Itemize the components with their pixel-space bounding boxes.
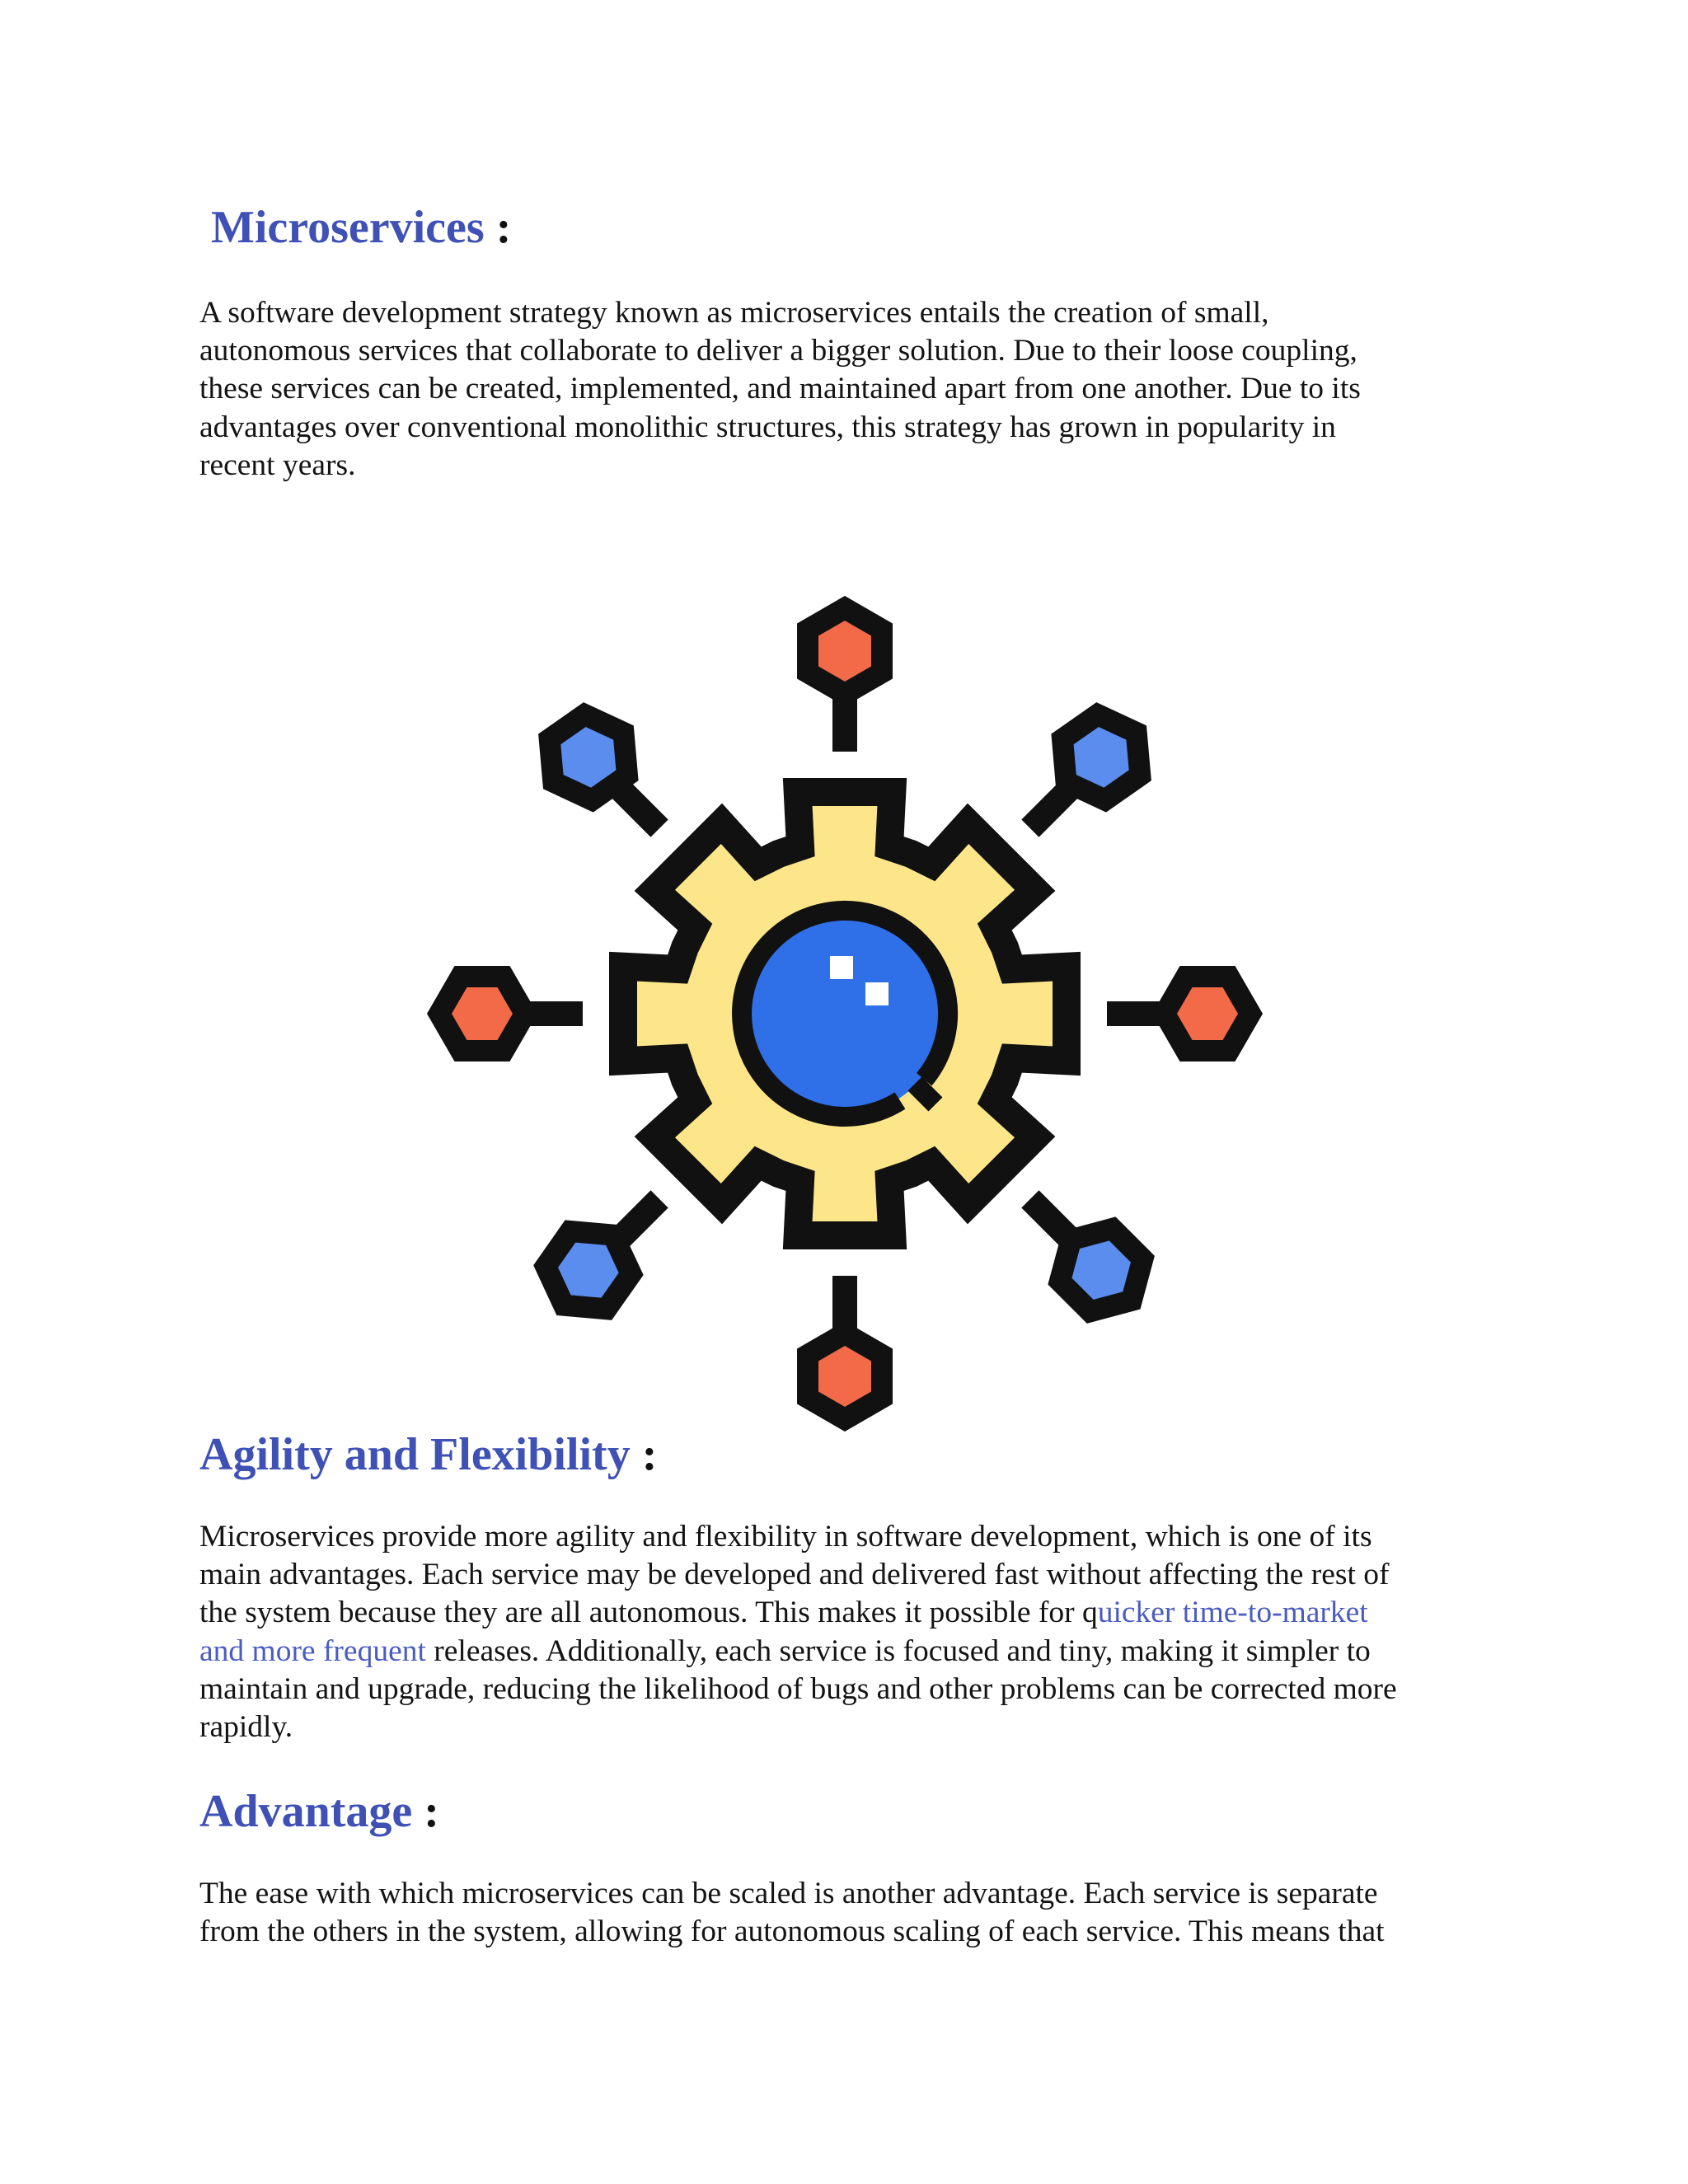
paragraph-text: the system because they are all autonomous. This makes it possible for q bbox=[199, 1596, 1098, 1630]
service-node-red bbox=[1165, 977, 1250, 1051]
service-node-blue bbox=[546, 1231, 631, 1309]
heading-advantage bbox=[199, 1785, 439, 1838]
heading-microservices bbox=[211, 201, 511, 254]
paragraph-line: A software development strategy known as microservices entails the creation of small, bbox=[199, 296, 1269, 330]
paragraph-line: these services can be created, implemented, and maintained apart from one another. Due to its bbox=[199, 372, 1361, 406]
paragraph-line: recent years. bbox=[199, 448, 356, 482]
paragraph-line: rapidly. bbox=[199, 1710, 293, 1745]
paragraph-line bbox=[199, 1633, 1518, 1671]
highlighted-text[interactable]: and more frequent bbox=[199, 1633, 426, 1668]
heading-advantage-text: Advantage bbox=[199, 1786, 413, 1837]
service-node-red bbox=[439, 977, 525, 1051]
heading-microservices-text: Microservices bbox=[211, 202, 485, 253]
paragraph-line: autonomous services that collaborate to deliver a bigger solution. Due to their loose coupling, bbox=[199, 334, 1357, 368]
heading-colon: : bbox=[484, 202, 512, 253]
paragraph-line: advantages over conventional monolithic structures, this strategy has grown in popularity in bbox=[199, 410, 1336, 444]
service-node-blue bbox=[1062, 715, 1140, 800]
heading-colon: : bbox=[630, 1429, 658, 1480]
intro-paragraph bbox=[199, 294, 1518, 485]
paragraph-text: releases. Additionally, each service is focused and tiny, making it simpler to bbox=[425, 1633, 1371, 1668]
advantage-paragraph bbox=[199, 1875, 1518, 1951]
paragraph-line: The ease with which microservices can be scaled is another advantage. Each service is separate bbox=[199, 1877, 1378, 1910]
agility-paragraph bbox=[199, 1518, 1518, 1746]
service-node-blue bbox=[1060, 1229, 1143, 1312]
heading-colon: : bbox=[412, 1786, 439, 1837]
paragraph-line: maintain and upgrade, reducing the likelihood of bugs and other problems can be corrected more bbox=[199, 1671, 1397, 1706]
paragraph-line: Microservices provide more agility and flexibility in software development, which is one of its bbox=[199, 1520, 1372, 1554]
paragraph-line: main advantages. Each service may be developed and delivered fast without affecting the rest of bbox=[199, 1558, 1390, 1592]
service-node-red bbox=[808, 608, 882, 694]
heading-agility-text: Agility and Flexibility bbox=[199, 1429, 631, 1480]
highlighted-text[interactable]: uicker time-to-market bbox=[1097, 1596, 1368, 1630]
service-node-red bbox=[808, 1333, 882, 1419]
highlight-square bbox=[830, 956, 853, 979]
highlight-square bbox=[865, 982, 889, 1005]
paragraph-line bbox=[199, 1594, 1518, 1632]
paragraph-line: from the others in the system, allowing for autonomous scaling of each service. This means that bbox=[199, 1915, 1385, 1949]
service-node-blue bbox=[550, 715, 627, 800]
microservices-illustration bbox=[420, 593, 1269, 1434]
connector-line bbox=[617, 786, 659, 828]
heading-agility-flexibility bbox=[199, 1428, 657, 1481]
